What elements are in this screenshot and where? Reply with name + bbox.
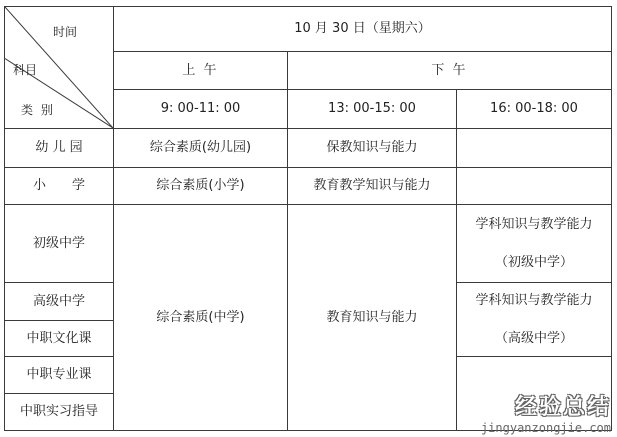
category-header-label: 类 别	[21, 103, 55, 117]
afternoon-header: 下 午	[288, 52, 612, 90]
kindergarten-slot-3	[457, 129, 612, 168]
primary-slot-1: 综合素质(小学)	[114, 168, 288, 205]
date-header: 10 月 30 日（星期六）	[114, 7, 612, 52]
junior-middle-slot-3	[457, 205, 612, 283]
watermark	[481, 390, 611, 435]
time-slot-1: 9: 00-11: 00	[114, 90, 288, 129]
kindergarten-slot-2: 保教知识与能力	[288, 129, 457, 168]
category-primary: 小 学	[5, 168, 114, 205]
category-senior-middle: 高级中学	[5, 283, 114, 321]
category-junior-middle: 初级中学	[5, 205, 114, 283]
senior-middle-slot-3	[457, 283, 612, 357]
watermark-url: jingyanzongjie.com	[480, 421, 611, 435]
senior-middle-slot-3-line-2: （高级中学）	[494, 330, 573, 346]
watermark-brand: 经验总结	[514, 394, 611, 420]
category-kindergarten: 幼 儿 园	[5, 129, 114, 168]
senior-middle-slot-3-line-1: 学科知识与教学能力	[475, 292, 593, 308]
category-vocational-major: 中职专业课	[5, 357, 114, 394]
time-header-label: 时间	[53, 25, 78, 39]
primary-slot-2: 教育教学知识与能力	[288, 168, 457, 205]
primary-slot-3	[457, 168, 612, 205]
diagonal-header-cell	[5, 7, 114, 129]
kindergarten-slot-1: 综合素质(幼儿园)	[114, 129, 288, 168]
middle-school-slot-1: 综合素质(中学)	[114, 205, 288, 431]
middle-school-slot-2: 教育知识与能力	[288, 205, 457, 431]
category-vocational-culture: 中职文化课	[5, 321, 114, 357]
subject-header-label: 科目	[13, 63, 38, 77]
morning-header: 上 午	[114, 52, 288, 90]
time-slot-2: 13: 00-15: 00	[288, 90, 457, 129]
time-slot-3: 16: 00-18: 00	[457, 90, 612, 129]
junior-middle-slot-3-line-2: （初级中学）	[494, 254, 573, 270]
category-vocational-practice: 中职实习指导	[5, 394, 114, 431]
exam-schedule-table	[4, 6, 612, 431]
junior-middle-slot-3-line-1: 学科知识与教学能力	[475, 216, 593, 232]
